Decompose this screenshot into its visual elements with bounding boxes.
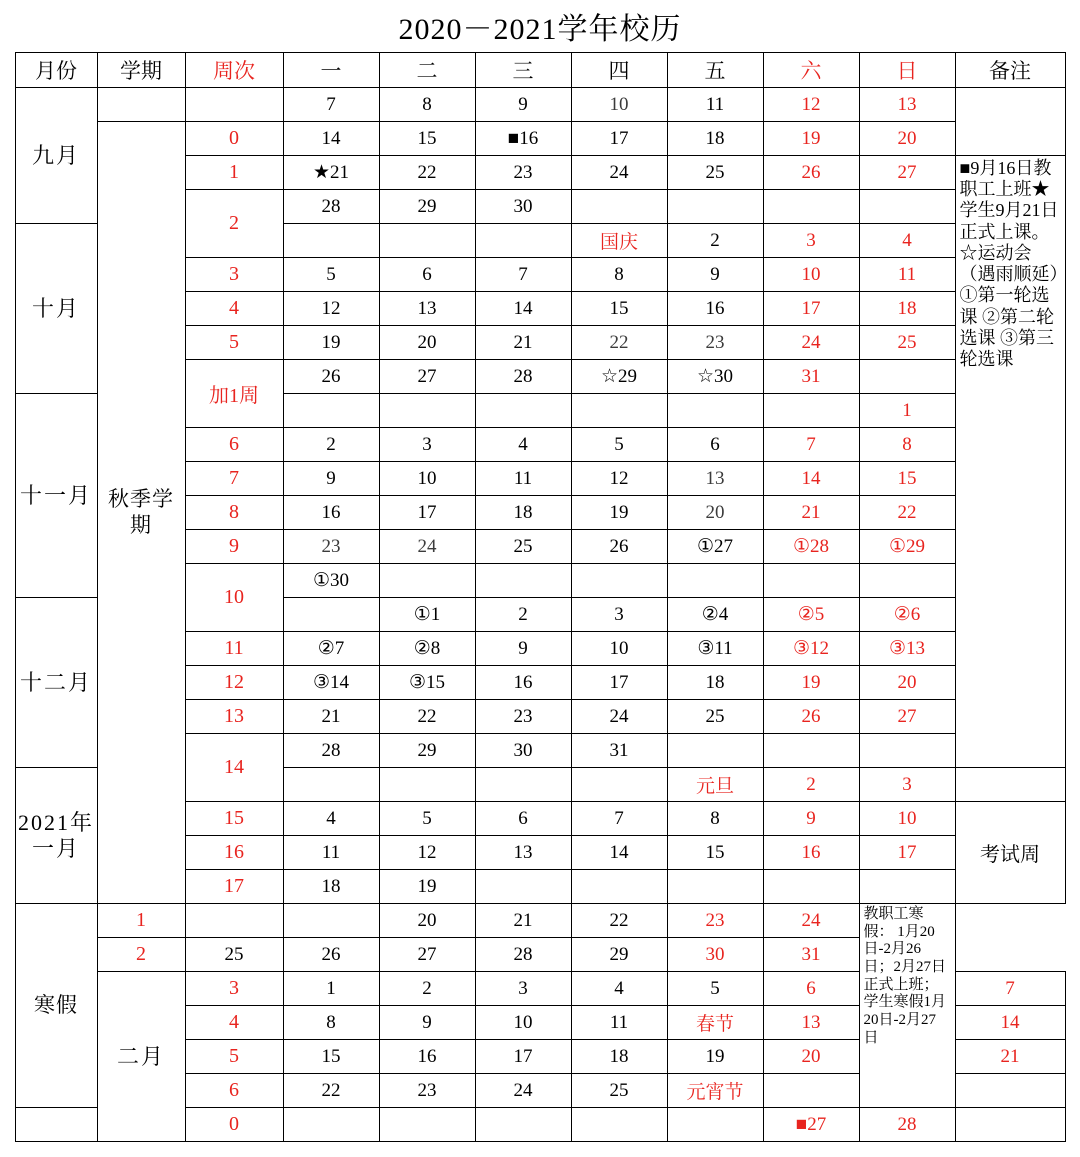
week-cell: 2 xyxy=(185,190,283,258)
day-cell: 20 xyxy=(763,1040,859,1074)
day-cell: 10 xyxy=(571,88,667,122)
day-cell: 国庆 xyxy=(571,224,667,258)
day-cell: 18 xyxy=(667,122,763,156)
header-sun: 日 xyxy=(859,53,955,88)
day-cell xyxy=(475,394,571,428)
day-cell: 7 xyxy=(475,258,571,292)
table-body xyxy=(15,88,1065,1142)
day-cell: 8 xyxy=(571,258,667,292)
day-cell xyxy=(859,870,955,904)
day-cell: 12 xyxy=(283,292,379,326)
day-cell xyxy=(379,564,475,598)
day-cell xyxy=(475,1108,571,1142)
academic-calendar-table xyxy=(15,52,1066,1142)
day-cell: 5 xyxy=(571,428,667,462)
week-cell: 0 xyxy=(185,122,283,156)
day-cell xyxy=(667,1108,763,1142)
day-cell: 22 xyxy=(379,700,475,734)
day-cell: 10 xyxy=(763,258,859,292)
day-cell: ①1 xyxy=(379,598,475,632)
day-cell: 5 xyxy=(379,802,475,836)
week-cell: 17 xyxy=(185,870,283,904)
day-cell: ☆29 xyxy=(571,360,667,394)
month-cell-dec: 十二月 xyxy=(15,598,97,768)
day-cell: 30 xyxy=(475,190,571,224)
day-cell: 14 xyxy=(763,462,859,496)
day-cell: 30 xyxy=(475,734,571,768)
week-cell: 11 xyxy=(185,632,283,666)
day-cell xyxy=(475,564,571,598)
day-cell: 16 xyxy=(475,666,571,700)
day-cell: ②6 xyxy=(859,598,955,632)
day-cell: 3 xyxy=(475,972,571,1006)
day-cell: 25 xyxy=(859,326,955,360)
day-cell: 31 xyxy=(763,360,859,394)
week-cell: 9 xyxy=(185,530,283,564)
term-cell-winter-break: 寒假 xyxy=(15,904,97,1108)
day-cell: ①30 xyxy=(283,564,379,598)
day-cell: 3 xyxy=(379,428,475,462)
day-cell: 16 xyxy=(283,496,379,530)
day-cell: 10 xyxy=(379,462,475,496)
day-cell: 4 xyxy=(571,972,667,1006)
day-cell: 23 xyxy=(667,326,763,360)
day-cell: 27 xyxy=(859,156,955,190)
day-cell: ②7 xyxy=(283,632,379,666)
table-row xyxy=(15,88,1065,122)
day-cell: 9 xyxy=(379,1006,475,1040)
day-cell: 28 xyxy=(283,190,379,224)
day-cell xyxy=(283,598,379,632)
week-cell: 3 xyxy=(185,258,283,292)
month-cell-oct: 十月 xyxy=(15,224,97,394)
day-cell xyxy=(379,394,475,428)
week-cell: 1 xyxy=(97,904,185,938)
day-cell: 20 xyxy=(859,666,955,700)
day-cell: 25 xyxy=(571,1074,667,1108)
day-cell xyxy=(571,768,667,802)
day-cell: 15 xyxy=(859,462,955,496)
day-cell: 28 xyxy=(283,734,379,768)
day-cell: 27 xyxy=(859,700,955,734)
day-cell: 25 xyxy=(185,938,283,972)
day-cell: ②4 xyxy=(667,598,763,632)
day-cell: 5 xyxy=(283,258,379,292)
day-cell xyxy=(283,394,379,428)
day-cell: 15 xyxy=(667,836,763,870)
week-cell: 12 xyxy=(185,666,283,700)
day-cell: 17 xyxy=(763,292,859,326)
day-cell: 24 xyxy=(571,156,667,190)
day-cell: ③13 xyxy=(859,632,955,666)
page-title: 2020－2021学年校历 xyxy=(398,13,682,46)
table-row xyxy=(15,122,1065,156)
day-cell xyxy=(763,564,859,598)
day-cell: 23 xyxy=(475,156,571,190)
day-cell: 15 xyxy=(571,292,667,326)
day-cell: 13 xyxy=(667,462,763,496)
day-cell xyxy=(379,1108,475,1142)
day-cell: 19 xyxy=(283,326,379,360)
day-cell: 28 xyxy=(475,360,571,394)
day-cell: 23 xyxy=(667,904,763,938)
day-cell xyxy=(185,904,283,938)
day-cell: 9 xyxy=(763,802,859,836)
day-cell: 2 xyxy=(667,224,763,258)
remark-exam-week: 考试周 xyxy=(955,802,1065,904)
day-cell xyxy=(475,224,571,258)
day-cell: 20 xyxy=(667,496,763,530)
day-cell: 元旦 xyxy=(667,768,763,802)
day-cell: 8 xyxy=(379,88,475,122)
day-cell: 15 xyxy=(379,122,475,156)
day-cell: 9 xyxy=(283,462,379,496)
day-cell: 2 xyxy=(283,428,379,462)
day-cell: 23 xyxy=(475,700,571,734)
day-cell: 18 xyxy=(475,496,571,530)
day-cell xyxy=(955,1074,1065,1108)
day-cell: 13 xyxy=(859,88,955,122)
day-cell xyxy=(763,394,859,428)
week-cell: 4 xyxy=(185,1006,283,1040)
day-cell xyxy=(667,564,763,598)
week-cell: 13 xyxy=(185,700,283,734)
day-cell: 11 xyxy=(571,1006,667,1040)
day-cell: 5 xyxy=(667,972,763,1006)
header-fri: 五 xyxy=(667,53,763,88)
day-cell: 27 xyxy=(379,360,475,394)
day-cell: ★21 xyxy=(283,156,379,190)
day-cell: 10 xyxy=(475,1006,571,1040)
header-month: 月份 xyxy=(15,53,97,88)
day-cell xyxy=(571,564,667,598)
day-cell: 2 xyxy=(379,972,475,1006)
day-cell xyxy=(763,190,859,224)
day-cell: 17 xyxy=(859,836,955,870)
day-cell: 7 xyxy=(283,88,379,122)
day-cell: 2 xyxy=(763,768,859,802)
day-cell: ③12 xyxy=(763,632,859,666)
day-cell: 19 xyxy=(571,496,667,530)
day-cell: 22 xyxy=(859,496,955,530)
day-cell: 1 xyxy=(859,394,955,428)
week-cell: 4 xyxy=(185,292,283,326)
remark-winter-note: 教职工寒假： 1月20日-2月26日；2月27日正式上班；学生寒假1月20日-2月27日 xyxy=(859,904,955,1108)
table-row xyxy=(15,904,1065,938)
week-cell: 10 xyxy=(185,564,283,632)
day-cell xyxy=(667,870,763,904)
week-cell: 6 xyxy=(185,1074,283,1108)
header-term: 学期 xyxy=(97,53,185,88)
day-cell: 9 xyxy=(475,88,571,122)
day-cell: ①27 xyxy=(667,530,763,564)
day-cell xyxy=(859,190,955,224)
day-cell: 26 xyxy=(763,156,859,190)
week-cell: 6 xyxy=(185,428,283,462)
day-cell: ■16 xyxy=(475,122,571,156)
month-cell-feb: 二月 xyxy=(97,972,185,1142)
day-cell: 1 xyxy=(283,972,379,1006)
header-tue: 二 xyxy=(379,53,475,88)
day-cell: 23 xyxy=(283,530,379,564)
term-cell-autumn: 秋季学期 xyxy=(97,122,185,904)
day-cell xyxy=(571,190,667,224)
day-cell: 24 xyxy=(571,700,667,734)
week-cell: 2 xyxy=(97,938,185,972)
day-cell: 6 xyxy=(379,258,475,292)
day-cell xyxy=(667,734,763,768)
day-cell: 24 xyxy=(475,1074,571,1108)
day-cell xyxy=(379,768,475,802)
day-cell xyxy=(283,768,379,802)
day-cell: 10 xyxy=(859,802,955,836)
day-cell xyxy=(667,190,763,224)
day-cell: 6 xyxy=(475,802,571,836)
day-cell: ③15 xyxy=(379,666,475,700)
day-cell: ③11 xyxy=(667,632,763,666)
remark-spacer xyxy=(955,768,1065,802)
day-cell: 4 xyxy=(859,224,955,258)
day-cell: 8 xyxy=(859,428,955,462)
day-cell xyxy=(571,394,667,428)
day-cell: 27 xyxy=(379,938,475,972)
day-cell: ①29 xyxy=(859,530,955,564)
day-cell xyxy=(763,734,859,768)
day-cell: 12 xyxy=(379,836,475,870)
day-cell: 25 xyxy=(667,700,763,734)
week-cell: 1 xyxy=(185,156,283,190)
day-cell: ②8 xyxy=(379,632,475,666)
day-cell: 29 xyxy=(379,190,475,224)
day-cell: 25 xyxy=(667,156,763,190)
week-cell: 3 xyxy=(185,972,283,1006)
day-cell: 13 xyxy=(763,1006,859,1040)
day-cell: 24 xyxy=(379,530,475,564)
day-cell: 3 xyxy=(571,598,667,632)
day-cell: 19 xyxy=(763,666,859,700)
week-cell: 5 xyxy=(185,1040,283,1074)
day-cell: 31 xyxy=(763,938,859,972)
day-cell: 2 xyxy=(475,598,571,632)
week-cell: 15 xyxy=(185,802,283,836)
week-cell: 0 xyxy=(185,1108,283,1142)
day-cell xyxy=(571,870,667,904)
day-cell xyxy=(283,904,379,938)
day-cell: 9 xyxy=(667,258,763,292)
day-cell: 11 xyxy=(859,258,955,292)
day-cell: ■27 xyxy=(763,1108,859,1142)
day-cell: 14 xyxy=(955,1006,1065,1040)
day-cell: 4 xyxy=(475,428,571,462)
day-cell: 9 xyxy=(475,632,571,666)
month-cell-nov: 十一月 xyxy=(15,394,97,598)
week-cell: 加1周 xyxy=(185,360,283,428)
day-cell xyxy=(859,564,955,598)
day-cell: 10 xyxy=(571,632,667,666)
day-cell: 18 xyxy=(859,292,955,326)
day-cell: 7 xyxy=(571,802,667,836)
day-cell: 3 xyxy=(763,224,859,258)
header-wed: 三 xyxy=(475,53,571,88)
day-cell: 29 xyxy=(571,938,667,972)
header-week: 周次 xyxy=(185,53,283,88)
month-cell-jan: 2021年一月 xyxy=(15,768,97,904)
day-cell: 13 xyxy=(379,292,475,326)
day-cell: 26 xyxy=(283,360,379,394)
week-cell: 14 xyxy=(185,734,283,802)
day-cell: 12 xyxy=(571,462,667,496)
day-cell: ②5 xyxy=(763,598,859,632)
table-header-row xyxy=(15,53,1065,88)
day-cell: 17 xyxy=(571,122,667,156)
day-cell: 26 xyxy=(283,938,379,972)
day-cell: 28 xyxy=(859,1108,955,1142)
day-cell: 20 xyxy=(379,904,475,938)
day-cell: 31 xyxy=(571,734,667,768)
day-cell: ③14 xyxy=(283,666,379,700)
day-cell: 16 xyxy=(763,836,859,870)
day-cell: 4 xyxy=(283,802,379,836)
day-cell: 14 xyxy=(475,292,571,326)
term-spacer xyxy=(15,1108,97,1142)
day-cell: 22 xyxy=(571,904,667,938)
day-cell: 21 xyxy=(955,1040,1065,1074)
day-cell: 18 xyxy=(667,666,763,700)
remark-spacer xyxy=(955,1108,1065,1142)
day-cell: 15 xyxy=(283,1040,379,1074)
day-cell xyxy=(763,1074,859,1108)
week-cell xyxy=(185,88,283,122)
day-cell: 21 xyxy=(283,700,379,734)
day-cell: 7 xyxy=(763,428,859,462)
day-cell: 22 xyxy=(571,326,667,360)
day-cell: 23 xyxy=(379,1074,475,1108)
day-cell: 21 xyxy=(763,496,859,530)
day-cell: 11 xyxy=(475,462,571,496)
day-cell: 17 xyxy=(571,666,667,700)
day-cell: 8 xyxy=(283,1006,379,1040)
header-mon: 一 xyxy=(283,53,379,88)
week-cell: 16 xyxy=(185,836,283,870)
day-cell xyxy=(283,224,379,258)
day-cell: 元宵节 xyxy=(667,1074,763,1108)
day-cell: ☆30 xyxy=(667,360,763,394)
day-cell: 6 xyxy=(667,428,763,462)
month-cell-sep: 九月 xyxy=(15,88,97,224)
day-cell: 春节 xyxy=(667,1006,763,1040)
day-cell: 25 xyxy=(475,530,571,564)
day-cell: 18 xyxy=(571,1040,667,1074)
day-cell: 24 xyxy=(763,326,859,360)
week-cell: 7 xyxy=(185,462,283,496)
day-cell: 24 xyxy=(763,904,859,938)
day-cell: 19 xyxy=(667,1040,763,1074)
day-cell: 13 xyxy=(475,836,571,870)
header-remark: 备注 xyxy=(955,53,1065,88)
day-cell: 11 xyxy=(283,836,379,870)
day-cell: 17 xyxy=(379,496,475,530)
header-sat: 六 xyxy=(763,53,859,88)
day-cell: 22 xyxy=(283,1074,379,1108)
day-cell xyxy=(571,1108,667,1142)
day-cell: 22 xyxy=(379,156,475,190)
day-cell: 3 xyxy=(859,768,955,802)
day-cell: 29 xyxy=(379,734,475,768)
day-cell: 6 xyxy=(763,972,859,1006)
day-cell: 17 xyxy=(475,1040,571,1074)
term-spacer xyxy=(97,88,185,122)
day-cell: 28 xyxy=(475,938,571,972)
day-cell: 20 xyxy=(379,326,475,360)
day-cell: 7 xyxy=(955,972,1065,1006)
day-cell xyxy=(475,768,571,802)
day-cell: 21 xyxy=(475,326,571,360)
day-cell xyxy=(283,1108,379,1142)
day-cell: 20 xyxy=(859,122,955,156)
day-cell: 16 xyxy=(379,1040,475,1074)
header-thu: 四 xyxy=(571,53,667,88)
day-cell: 8 xyxy=(667,802,763,836)
remark-spacer xyxy=(955,88,1065,156)
day-cell xyxy=(763,870,859,904)
day-cell: 19 xyxy=(379,870,475,904)
week-cell: 5 xyxy=(185,326,283,360)
day-cell: 14 xyxy=(571,836,667,870)
day-cell: 14 xyxy=(283,122,379,156)
remark-autumn-note: ■9月16日教职工上班★学生9月21日正式上课。☆运动会（遇雨顺延）①第一轮选课 ②第二轮选课 ③第三轮选课 xyxy=(955,156,1065,768)
week-cell: 8 xyxy=(185,496,283,530)
day-cell xyxy=(859,734,955,768)
day-cell: 16 xyxy=(667,292,763,326)
day-cell: 19 xyxy=(763,122,859,156)
day-cell xyxy=(667,394,763,428)
day-cell: 30 xyxy=(667,938,763,972)
day-cell: 11 xyxy=(667,88,763,122)
day-cell xyxy=(859,360,955,394)
day-cell: ①28 xyxy=(763,530,859,564)
day-cell xyxy=(475,870,571,904)
day-cell: 26 xyxy=(571,530,667,564)
day-cell: 21 xyxy=(475,904,571,938)
day-cell: 18 xyxy=(283,870,379,904)
day-cell xyxy=(379,224,475,258)
day-cell: 26 xyxy=(763,700,859,734)
day-cell: 12 xyxy=(763,88,859,122)
